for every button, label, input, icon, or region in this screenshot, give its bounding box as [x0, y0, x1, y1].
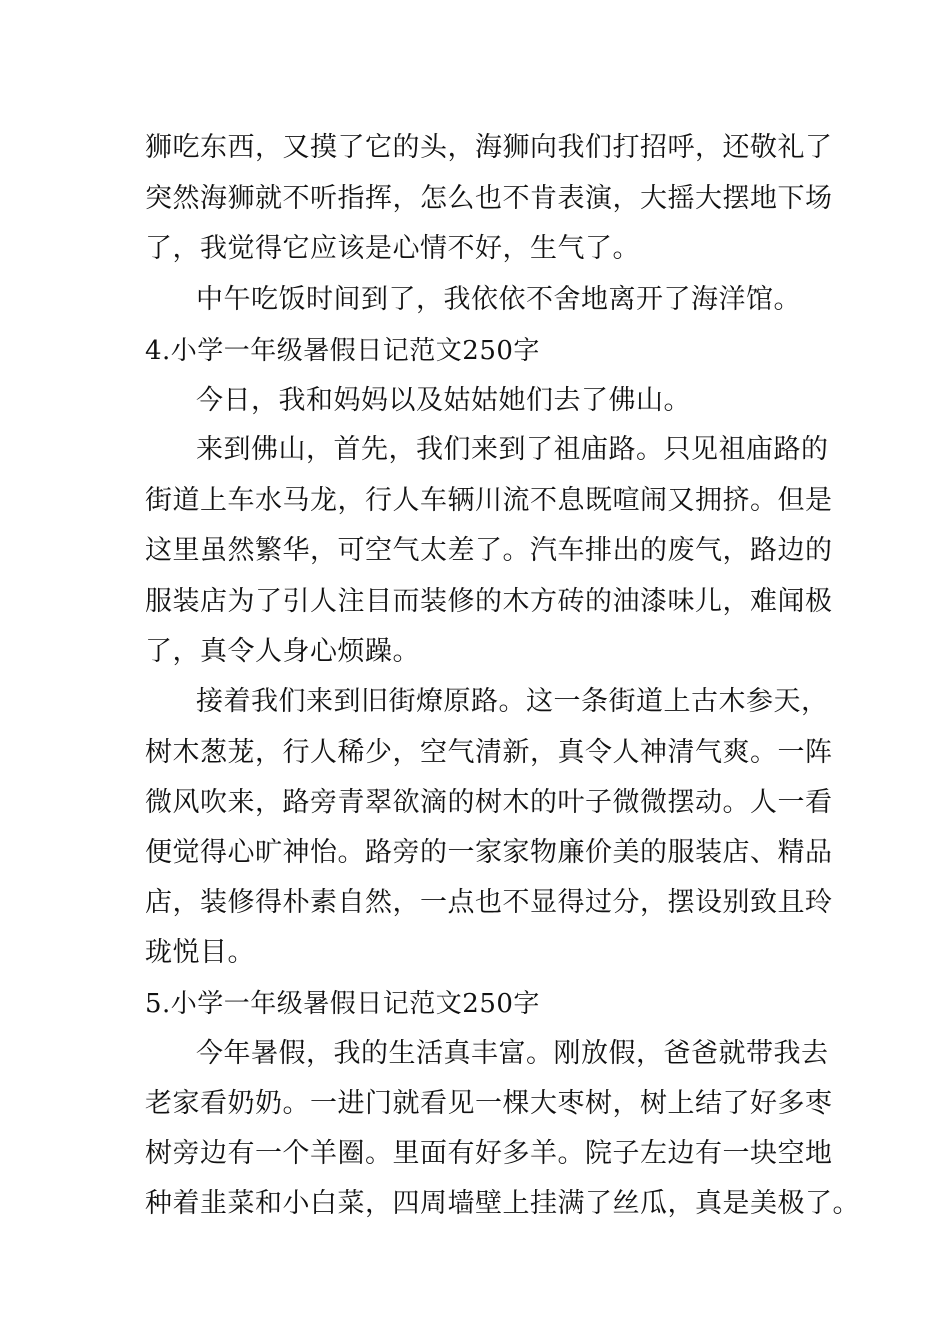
paragraph-line: 狮吃东西，又摸了它的头，海狮向我们打招呼，还敬礼了 [145, 132, 833, 163]
paragraph-line: 微风吹来，路旁青翠欲滴的树木的叶子微微摆动。人一看 [145, 787, 833, 818]
paragraph-line: 街道上车水马龙，行人车辆川流不息既喧闹又拥挤。但是 [145, 485, 833, 516]
paragraph-line: 老家看奶奶。一进门就看见一棵大枣树，树上结了好多枣 [145, 1088, 833, 1119]
paragraph-line: 珑悦目。 [145, 937, 255, 968]
paragraph-line: 便觉得心旷神怡。路旁的一家家物廉价美的服装店、精品 [145, 837, 833, 868]
paragraph-line: 接着我们来到旧街燎原路。这一条街道上古木参天， [196, 686, 829, 717]
paragraph-line: 突然海狮就不听指挥，怎么也不肯表演，大摇大摆地下场 [145, 183, 833, 214]
paragraph-line: 树木葱茏，行人稀少，空气清新，真令人神清气爽。一阵 [145, 737, 833, 768]
paragraph-line: 种着韭菜和小白菜，四周墙壁上挂满了丝瓜，真是美极了。 [145, 1188, 860, 1219]
paragraph-line: 今年暑假，我的生活真丰富。刚放假，爸爸就带我去 [196, 1038, 829, 1069]
section-heading: 4.小学一年级暑假日记范文250字 [145, 336, 540, 366]
paragraph-line: 来到佛山，首先，我们来到了祖庙路。只见祖庙路的 [196, 434, 829, 465]
paragraph-line: 今日，我和妈妈以及姑姑她们去了佛山。 [196, 385, 691, 416]
paragraph-line: 中午吃饭时间到了，我依依不舍地离开了海洋馆。 [196, 284, 801, 315]
paragraph-line: 了，真令人身心烦躁。 [145, 636, 420, 667]
paragraph-line: 树旁边有一个羊圈。里面有好多羊。院子左边有一块空地 [145, 1138, 833, 1169]
paragraph-line: 服装店为了引人注目而装修的木方砖的油漆味儿，难闻极 [145, 586, 833, 617]
paragraph-line: 店，装修得朴素自然，一点也不显得过分，摆设别致且玲 [145, 887, 833, 918]
paragraph-line: 这里虽然繁华，可空气太差了。汽车排出的废气，路边的 [145, 535, 833, 566]
paragraph-line: 了，我觉得它应该是心情不好，生气了。 [145, 233, 640, 264]
section-heading: 5.小学一年级暑假日记范文250字 [145, 989, 540, 1019]
